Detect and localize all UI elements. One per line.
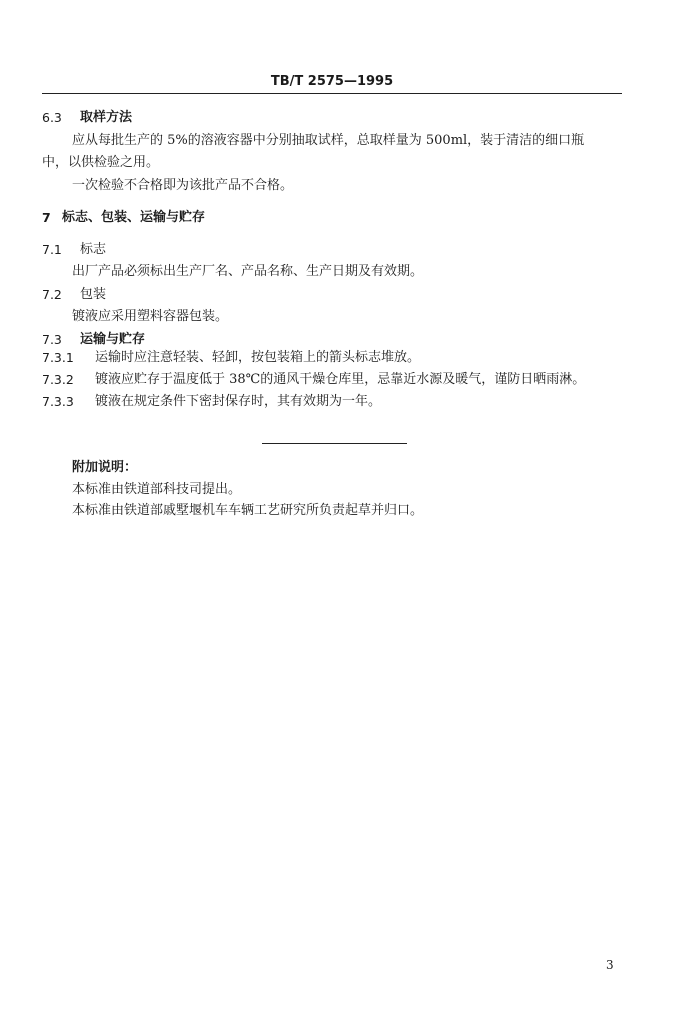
clause-7-3-1-text: 运输时应注意轻装、轻卸，按包装箱上的箭头标志堆放。 — [95, 350, 421, 365]
clause-7-3-3-text: 镀液在规定条件下密封保存时，其有效期为一年。 — [95, 394, 382, 409]
section-7-1-title: 标志 — [80, 242, 107, 257]
section-6-3-number: 6.3 — [42, 110, 62, 125]
section-6-3-para2: 一次检验不合格即为该批产品不合格。 — [72, 178, 294, 193]
clause-7-3-1-number: 7.3.1 — [42, 350, 74, 365]
section-7-1-number: 7.1 — [42, 242, 62, 257]
section-7-2-title: 包装 — [80, 287, 107, 302]
section-6-3-para1-line2: 中，以供检验之用。 — [42, 155, 160, 170]
section-6-3-para1-line1: 应从每批生产的 5%的溶液容器中分别抽取试样，总取样量为 500ml，装于清洁的细口瓶 — [72, 133, 585, 148]
clause-7-3-3-number: 7.3.3 — [42, 394, 74, 409]
section-7-2-number: 7.2 — [42, 287, 62, 302]
standard-code-header: TB/T 2575—1995 — [270, 74, 394, 89]
clause-7-3-2-number: 7.3.2 — [42, 372, 74, 387]
page-number: 3 — [606, 958, 614, 972]
clause-7-3-2-text: 镀液应贮存于温度低于 38℃的通风干燥仓库里，忌靠近水源及暖气，谨防日晒雨淋。 — [95, 372, 586, 387]
section-7-3-title: 运输与贮存 — [80, 332, 146, 347]
header-rule — [42, 93, 622, 94]
section-7-title: 标志、包装、运输与贮存 — [62, 210, 206, 225]
section-7-number: 7 — [42, 210, 51, 225]
section-6-3-title: 取样方法 — [80, 110, 133, 125]
appendix-line: 本标准由铁道部戚墅堰机车车辆工艺研究所负责起草并归口。 — [72, 503, 424, 518]
section-7-1-text: 出厂产品必须标出生产厂名、产品名称、生产日期及有效期。 — [72, 264, 424, 279]
end-of-text-rule — [262, 443, 407, 444]
section-7-2-text: 镀液应采用塑料容器包装。 — [72, 309, 229, 324]
appendix-heading: 附加说明： — [72, 460, 138, 475]
section-7-3-number: 7.3 — [42, 332, 62, 347]
appendix-line: 本标准由铁道部科技司提出。 — [72, 482, 242, 497]
